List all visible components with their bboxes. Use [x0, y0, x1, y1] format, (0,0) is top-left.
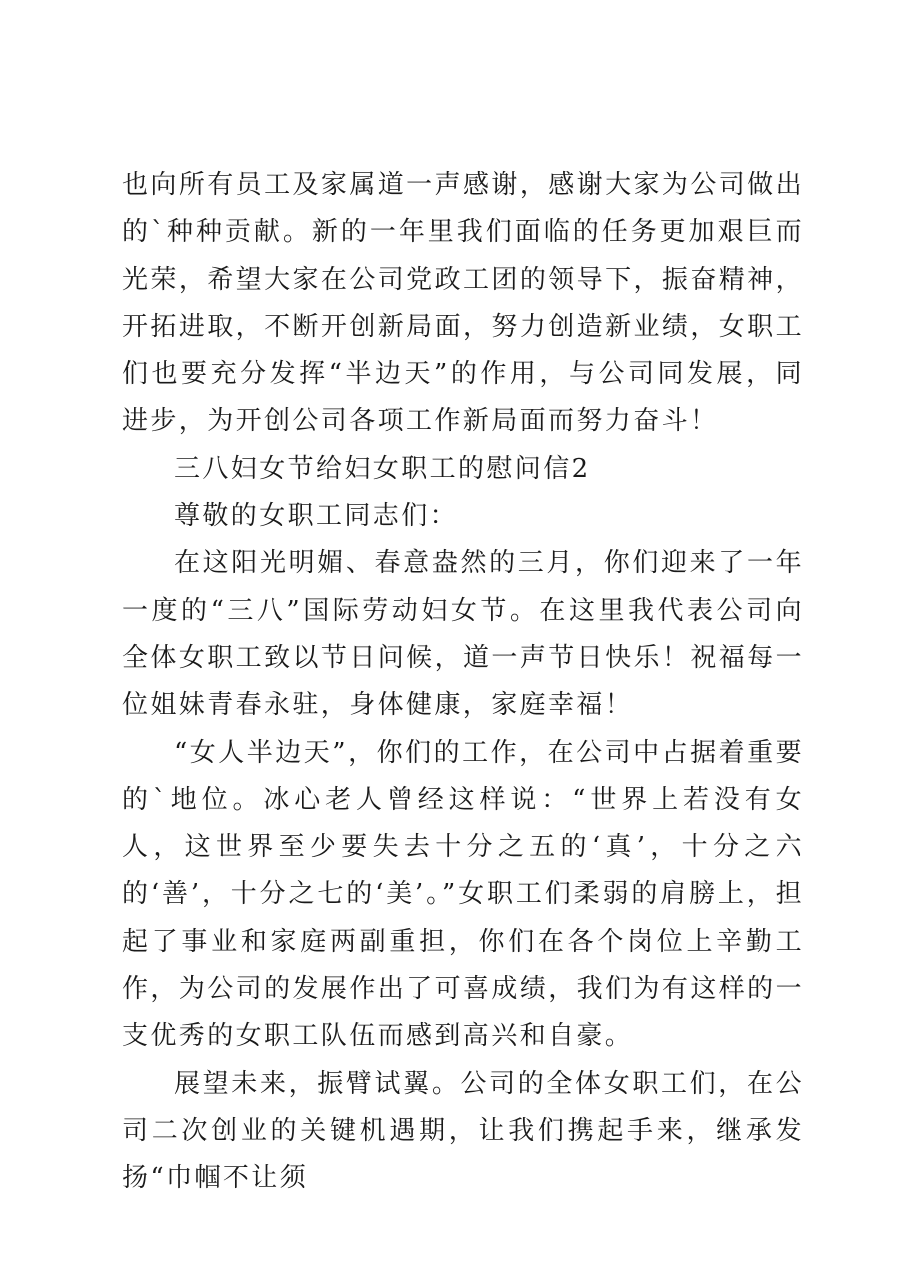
- paragraph-outlook: 展望未来，振臂试翼。公司的全体女职工们，在公司二次创业的关键机遇期，让我们携起手来，继承发扬“巾帼不让须: [122, 1068, 804, 1194]
- paragraph-half-sky: “女人半边天”，你们的工作，在公司中占据着重要的`地位。冰心老人曾经这样说：“世界上若没有女人，这世界至少要失去十分之五的‘真’，十分之六的‘善’，十分之七的‘美’。”女职工们柔弱的肩膀上，担起了事业和家庭两副重担，你们在各个岗位上辛勤工作，为公司的发展作出了可喜成绩，我们为有这样的一支优秀的女职工队伍而感到高兴和自豪。: [122, 737, 804, 1052]
- document-body: [122, 162, 804, 1203]
- paragraph-greeting: 在这阳光明媚、春意盎然的三月，你们迎来了一年一度的“三八”国际劳动妇女节。在这里我代表公司向全体女职工致以节日问候，道一声节日快乐！祝福每一位姐妹青春永驻，身体健康，家庭幸福！: [122, 548, 804, 721]
- letter-salutation: 尊敬的女职工同志们：: [174, 501, 459, 532]
- paragraph-thanks: 也向所有员工及家属道一声感谢，感谢大家为公司做出的`种种贡献。新的一年里我们面临的任务更加艰巨而光荣，希望大家在公司党政工团的领导下，振奋精神，开拓进取，不断开创新局面，努力创造新业绩，女职工们也要充分发挥“半边天”的作用，与公司同发展，同进步，为开创公司各项工作新局面而努力奋斗！: [122, 170, 804, 437]
- letter-title: 三八妇女节给妇女职工的慰问信2: [174, 453, 591, 484]
